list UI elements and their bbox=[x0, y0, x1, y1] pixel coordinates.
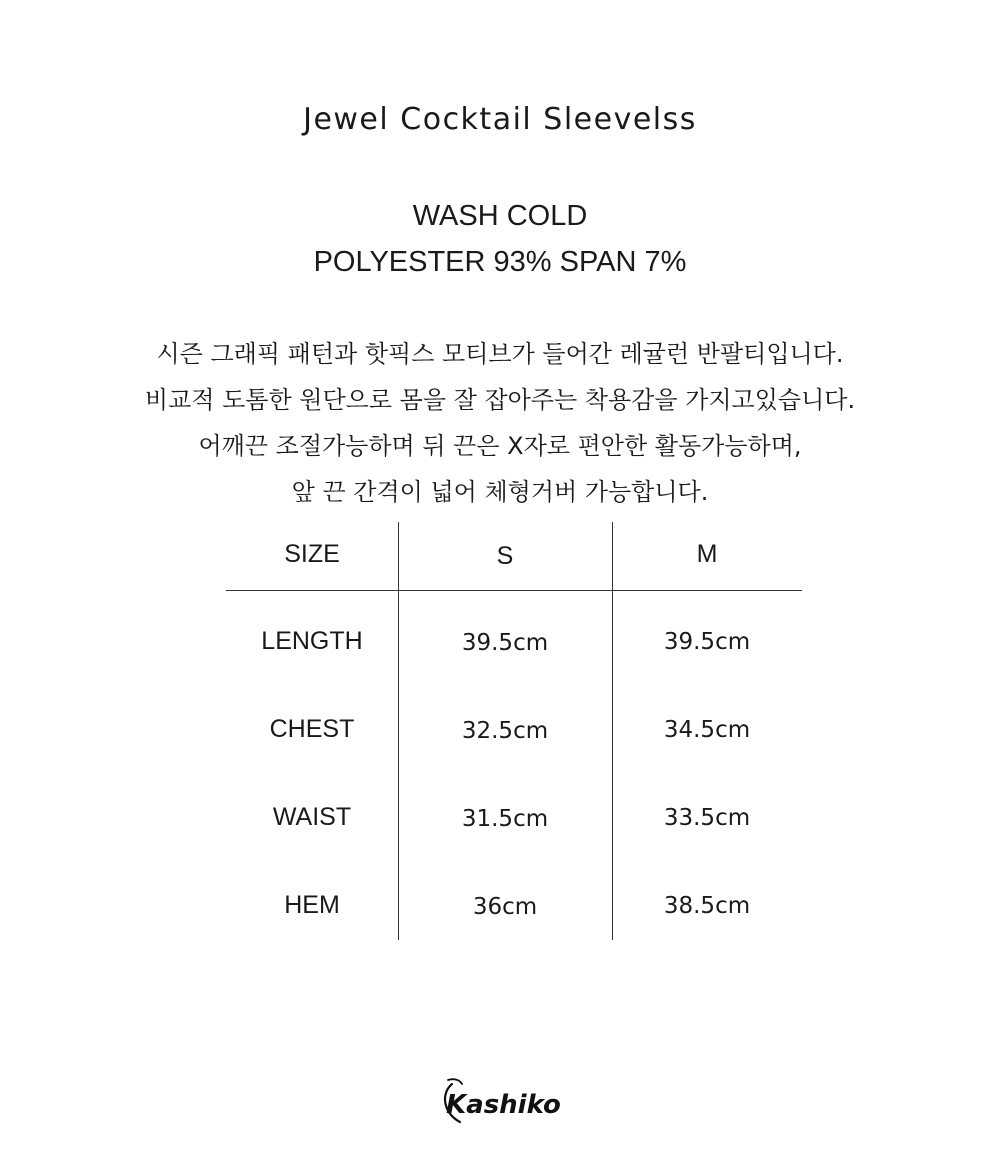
length-s-value: 39.5cm bbox=[461, 630, 549, 656]
kashiko-logo-icon bbox=[440, 1076, 570, 1126]
chest-m-value: 34.5cm bbox=[663, 717, 751, 743]
description-line: 비교적 도톰한 원단으로 몸을 잘 잡아주는 착용감을 가지고있습니다. bbox=[144, 386, 856, 414]
material-composition: POLYESTER 93% SPAN 7% bbox=[313, 246, 687, 278]
row-label-length: LENGTH bbox=[261, 627, 363, 655]
row-label-hem: HEM bbox=[284, 891, 340, 919]
description-line: 시즌 그래픽 패턴과 핫픽스 모티브가 들어간 레귤런 반팔티입니다. bbox=[156, 340, 844, 368]
row-label-waist: WAIST bbox=[272, 803, 352, 831]
table-header-s: S bbox=[496, 542, 514, 570]
care-info bbox=[0, 193, 1000, 285]
brand-logo bbox=[440, 1076, 570, 1126]
table-header-size: SIZE bbox=[284, 540, 340, 568]
hem-m-value: 38.5cm bbox=[663, 893, 751, 919]
description-line: 어깨끈 조절가능하며 뒤 끈은 X자로 편안한 활동가능하며, bbox=[198, 432, 802, 460]
length-m-value: 39.5cm bbox=[663, 629, 751, 655]
logo-wordmark: Kashiko bbox=[446, 1090, 561, 1120]
hem-s-value: 36cm bbox=[472, 894, 538, 920]
row-label-chest: CHEST bbox=[269, 715, 355, 743]
wash-instruction: WASH COLD bbox=[412, 200, 588, 232]
waist-s-value: 31.5cm bbox=[461, 806, 549, 832]
table-divider-horizontal bbox=[226, 590, 802, 591]
description-line: 앞 끈 간격이 넓어 체형거버 가능합니다. bbox=[291, 478, 709, 506]
product-description bbox=[0, 331, 1000, 515]
chest-s-value: 32.5cm bbox=[461, 718, 549, 744]
table-header-m: M bbox=[696, 540, 718, 568]
product-title: Jewel Cocktail Sleevelss bbox=[303, 102, 697, 137]
waist-m-value: 33.5cm bbox=[663, 805, 751, 831]
size-table bbox=[226, 522, 802, 940]
